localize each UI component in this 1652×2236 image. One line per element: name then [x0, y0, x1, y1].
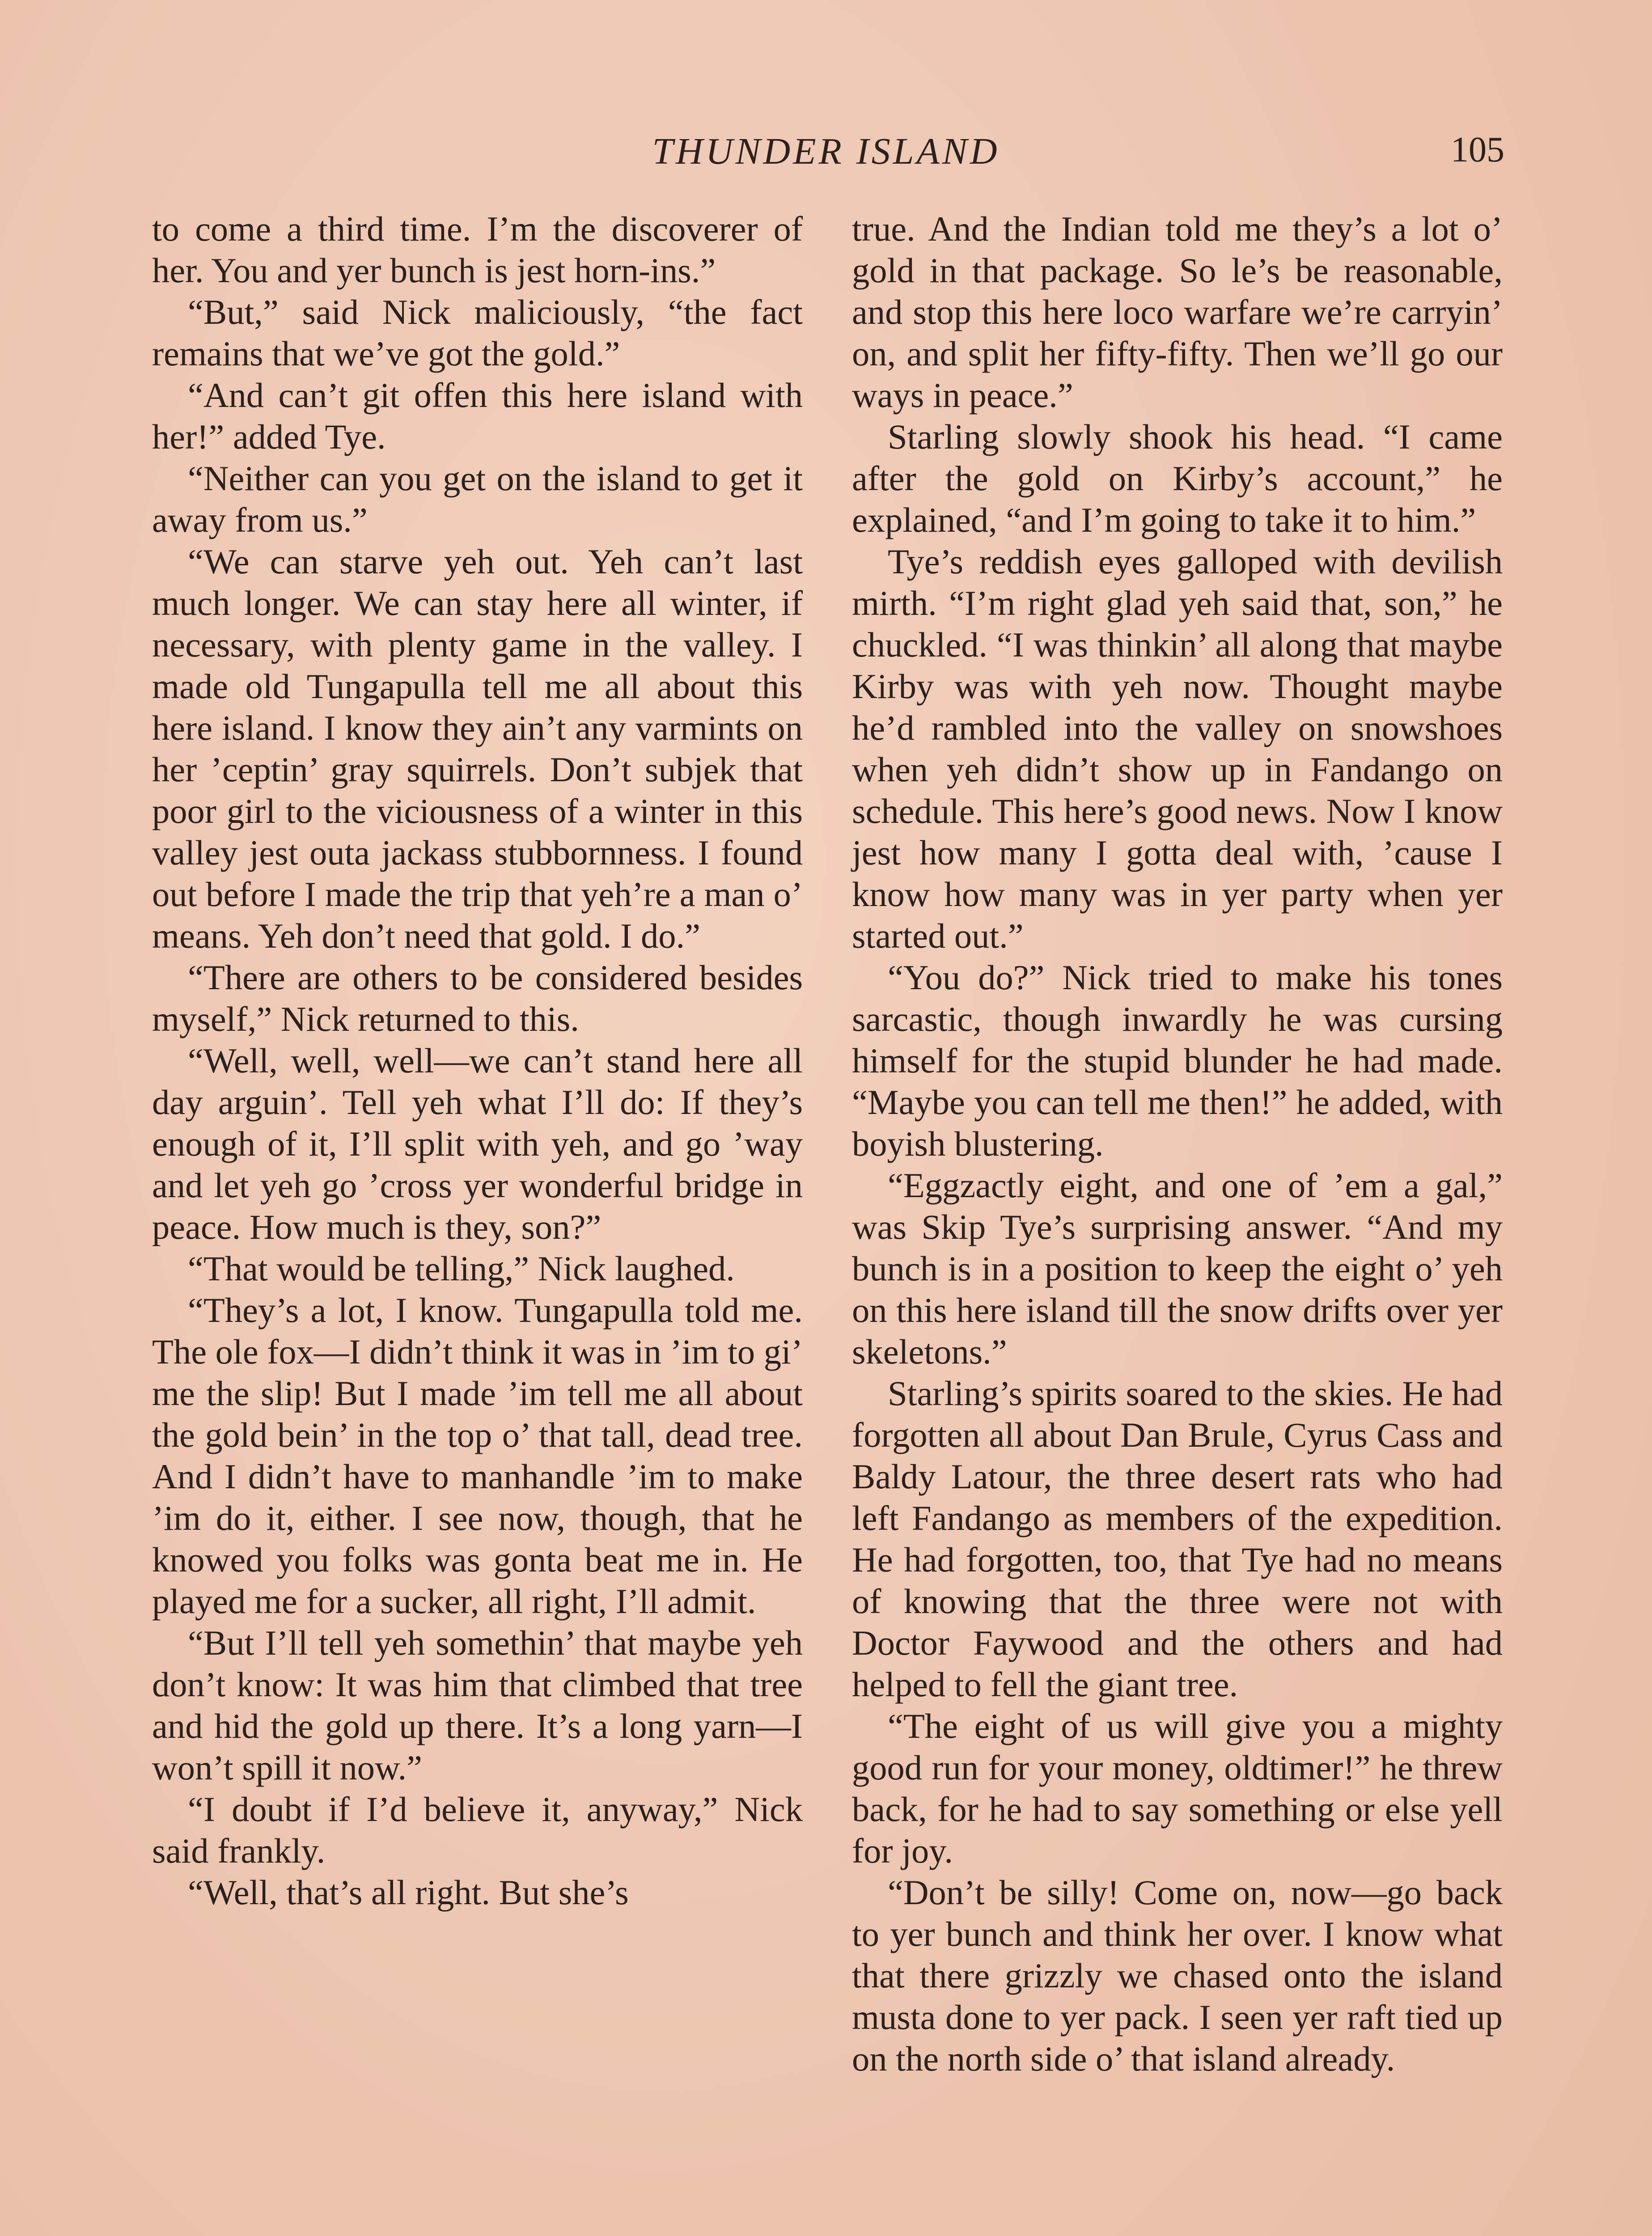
paragraph: “Well, that’s all right. But she’s — [188, 1873, 629, 1912]
paragraph: “And can’t git offen this here island with her!” added Tye. — [152, 376, 803, 456]
paragraph: “Eggzactly eight, and one of ’em a gal,” was Skip Tye’s surprising answer. “And my bunch is in a position to keep the eight o’ yeh on this here island till the snow drifts over yer skeletons.” — [852, 1166, 1503, 1371]
paragraph: to come a third time. I’m the discoverer of her. You and yer bunch is jest horn-ins.” — [152, 209, 803, 290]
paragraph: “The eight of us will give you a mighty good run for your money, oldtimer!” he threw back, for he had to say something or else yell for joy. — [852, 1707, 1503, 1870]
paragraph: “I doubt if I’d believe it, anyway,” Nick said frankly. — [152, 1790, 803, 1870]
paragraph: “Well, well, well—we can’t stand here all day arguin’. Tell yeh what I’ll do: If they’s enough of it, I’ll split with yeh, and go ’way and let yeh go ’cross yer wonderful bridge in peace. How much is they, son?” — [152, 1041, 803, 1246]
paragraph: Starling slowly shook his head. “I came after the gold on Kirby’s account,” he explained, “and I’m going to take it to him.” — [852, 417, 1503, 539]
paragraph: “But I’ll tell yeh somethin’ that maybe yeh don’t know: It was him that climbed that tree and hid the gold up there. It’s a long yarn—I won’t spill it now.” — [152, 1623, 803, 1787]
paragraph: Starling’s spirits soared to the skies. He had forgotten all about Dan Brule, Cyrus Cass and Baldy Latour, the three desert rats who had left Fandango as members of the expedition. He had forgotten, too, that Tye had no means of knowing that the three were not with Doctor Faywood and the others and had helped to fell the giant tree. — [852, 1374, 1503, 1704]
paragraph: “We can starve yeh out. Yeh can’t last much longer. We can stay here all winter, if necessary, with plenty game in the valley. I made old Tungapulla tell me all about this here island. I know they ain’t any varmints on her ’ceptin’ gray squirrels. Don’t subjek that poor girl to the viciousness of a winter in this valley jest outa jackass stubbornness. I found out before I made the trip that yeh’re a man o’ means. Yeh don’t need that gold. I do.” — [152, 542, 803, 955]
left-column — [152, 208, 803, 1913]
paragraph: “Don’t be silly! Come on, now—go back to yer bunch and think her over. I know what that there grizzly we chased onto the island musta done to yer pack. I seen yer raft tied up on the north side o’ that island already. — [852, 1873, 1503, 2078]
page-number: 105 — [1451, 130, 1504, 169]
paragraph: true. And the Indian told me they’s a lot o’ gold in that package. So le’s be reasonable, and stop this here loco warfare we’re carryin’ on, and split her fifty-fifty. Then we’ll go our ways in peace.” — [852, 209, 1503, 415]
paragraph: “Neither can you get on the island to get it away from us.” — [152, 459, 803, 539]
paragraph: “There are others to be considered besides myself,” Nick returned to this. — [152, 958, 803, 1038]
running-head — [0, 130, 1652, 179]
paragraph: “That would be telling,” Nick laughed. — [188, 1249, 735, 1288]
paragraph: “They’s a lot, I know. Tungapulla told me. The ole fox—I didn’t think it was in ’im to gi’ me the slip! But I made ’im tell me all about the gold bein’ in the top o’ that tall, dead tree. And I didn’t have to manhandle ’im to make ’im do it, either. I see now, though, that he knowed you folks was gonta beat me in. He played me for a sucker, all right, I’ll admit. — [152, 1291, 803, 1621]
paragraph: “But,” said Nick maliciously, “the fact remains that we’ve got the gold.” — [152, 292, 803, 373]
paragraph: “You do?” Nick tried to make his tones sarcastic, though inwardly he was cursing himself for the stupid blunder he had made. “Maybe you can tell me then!” he added, with boyish blustering. — [852, 958, 1503, 1163]
paragraph: Tye’s reddish eyes galloped with devilish mirth. “I’m right glad yeh said that, son,” he chuckled. “I was thinkin’ all along that maybe Kirby was with yeh now. Thought maybe he’d rambled into the valley on snowshoes when yeh didn’t show up in Fandango on schedule. This here’s good news. Now I know jest how many I gotta deal with, ’cause I know how many was in yer party when yer started out.” — [852, 542, 1503, 955]
running-title: THUNDER ISLAND — [652, 131, 1000, 172]
right-column — [852, 208, 1503, 2079]
